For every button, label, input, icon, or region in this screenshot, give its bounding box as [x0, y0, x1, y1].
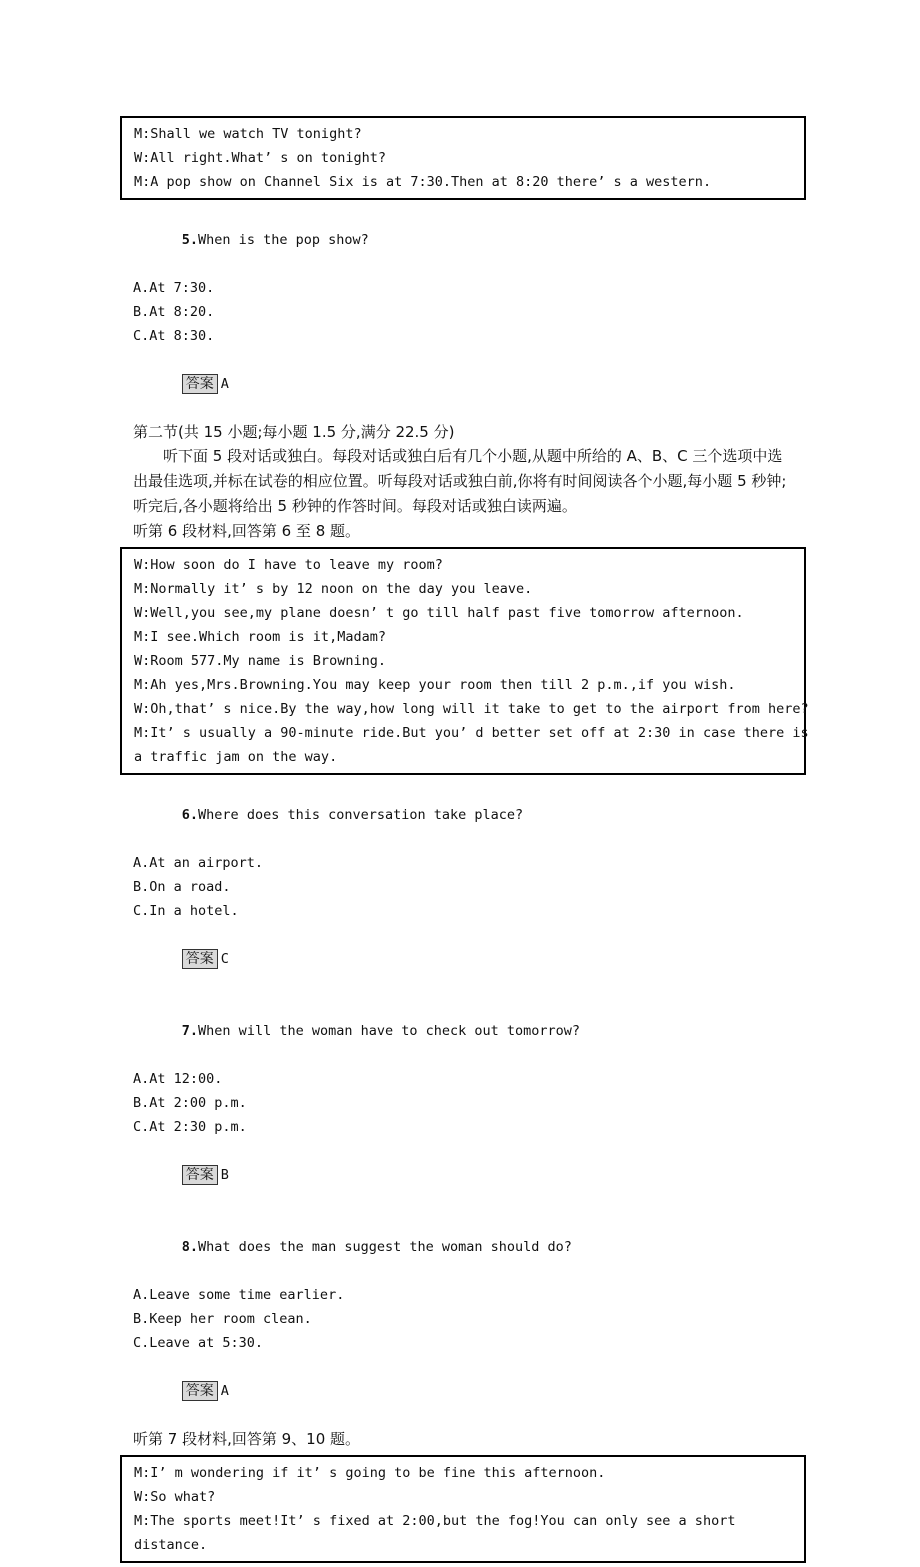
answer-label: 答案 [182, 949, 218, 969]
section-instructions: 听下面 5 段对话或独白。每段对话或独白后有几个小题,从题中所给的 A、B、C 三个选项中选出最佳选项,并标在试卷的相应位置。听每段对话或独白前,你将有时间阅读各个小题,每小题 5 秒钟;听完后,各小题将给出 5 秒钟的作答时间。每段对话或独白读两遍。 [133, 447, 787, 515]
question-number: 8. [181, 1239, 199, 1255]
question-number: 5. [181, 232, 199, 248]
document-page [120, 112, 809, 1567]
answer-value: B [220, 1167, 229, 1183]
option-b: B.On a road. [133, 879, 231, 895]
option-a: A.At an airport. [133, 855, 264, 871]
dialog-line: W:Well,you see,my plane doesn’ t go till half past five tomorrow afternoon. [134, 605, 744, 621]
answer-row [120, 348, 806, 420]
dialog-line: M:I see.Which room is it,Madam? [134, 629, 386, 645]
question-block-5 [120, 204, 806, 420]
section-heading: 第二节(共 15 小题;每小题 1.5 分,满分 22.5 分) [133, 423, 455, 441]
dialog-line: W:So what? [134, 1489, 216, 1505]
question-block-8 [120, 1211, 806, 1427]
question [120, 995, 806, 1067]
dialog-line: M:Ah yes,Mrs.Browning.You may keep your room then till 2 p.m.,if you wish. [134, 677, 736, 693]
question-block-6 [120, 779, 806, 995]
listening-direction-6: 听第 6 段材料,回答第 6 至 8 题。 [133, 522, 361, 540]
option-b: B.At 2:00 p.m. [133, 1095, 247, 1111]
dialog-line: W:All right.What’ s on tonight? [134, 150, 386, 166]
dialog-line: W:How soon do I have to leave my room? [134, 557, 443, 573]
dialog-line: M:Normally it’ s by 12 noon on the day you leave. [134, 581, 533, 597]
dialog-line: M:It’ s usually a 90-minute ride.But you’ d better set off at 2:30 in case there is [134, 725, 809, 741]
dialog-line: M:A pop show on Channel Six is at 7:30.Then at 8:20 there’ s a western. [134, 174, 712, 190]
question-text: What does the man suggest the woman should do? [198, 1239, 572, 1255]
option-c: C.In a hotel. [133, 903, 239, 919]
question-number: 7. [181, 1023, 199, 1039]
answer-label: 答案 [182, 374, 218, 394]
dialog-line: distance. [134, 1537, 208, 1553]
question-number: 6. [181, 807, 199, 823]
answer-row [120, 1139, 806, 1211]
option-c: C.Leave at 5:30. [133, 1335, 264, 1351]
answer-label: 答案 [182, 1381, 218, 1401]
question [120, 204, 806, 276]
question-text: When is the pop show? [198, 232, 369, 248]
option-b: B.At 8:20. [133, 304, 215, 320]
option-c: C.At 2:30 p.m. [133, 1119, 247, 1135]
question [120, 779, 806, 851]
answer-value: A [220, 1383, 229, 1399]
dialog-line: W:Room 577.My name is Browning. [134, 653, 386, 669]
dialog-box-3 [120, 1455, 806, 1563]
answer-label: 答案 [182, 1165, 218, 1185]
answer-row [120, 1355, 806, 1427]
dialog-box-2 [120, 547, 809, 775]
question-block-7 [120, 995, 806, 1211]
option-a: A.At 12:00. [133, 1071, 223, 1087]
answer-row [120, 923, 806, 995]
question-text: Where does this conversation take place? [198, 807, 524, 823]
dialog-box-1 [120, 116, 806, 200]
dialog-line: M:I’ m wondering if it’ s going to be fine this afternoon. [134, 1465, 606, 1481]
option-c: C.At 8:30. [133, 328, 215, 344]
answer-value: A [220, 376, 229, 392]
question [120, 1211, 806, 1283]
dialog-line: M:Shall we watch TV tonight? [134, 126, 362, 142]
answer-value: C [220, 951, 229, 967]
option-a: A.Leave some time earlier. [133, 1287, 345, 1303]
dialog-line: W:Oh,that’ s nice.By the way,how long will it take to get to the airport from here? [134, 701, 809, 717]
option-b: B.Keep her room clean. [133, 1311, 312, 1327]
question-text: When will the woman have to check out tomorrow? [198, 1023, 581, 1039]
listening-direction-7: 听第 7 段材料,回答第 9、10 题。 [133, 1430, 361, 1448]
dialog-line: a traffic jam on the way. [134, 749, 338, 765]
dialog-line: M:The sports meet!It’ s fixed at 2:00,but the fog!You can only see a short [134, 1513, 736, 1529]
option-a: A.At 7:30. [133, 280, 215, 296]
